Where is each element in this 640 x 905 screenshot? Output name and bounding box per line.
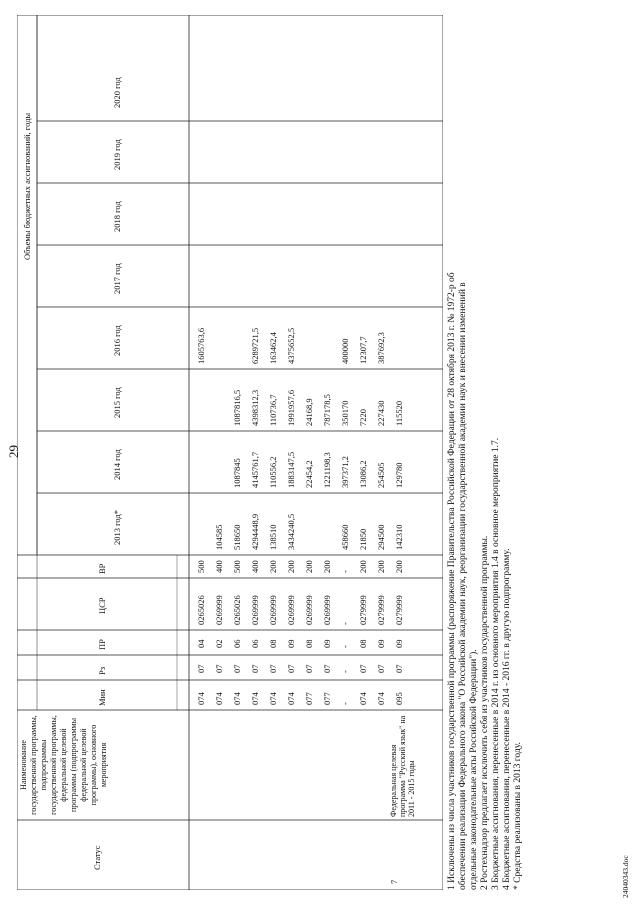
- header-year-2013: 2013 год*: [112, 510, 122, 545]
- footnote-2: 2 Ростехнадзор предлагает исключить себя из участников государственной программы.: [480, 535, 490, 890]
- section-status: 7: [389, 879, 399, 884]
- footnote-star: * Средства реализованы в 2013 году.: [513, 742, 523, 890]
- header-min: Мин: [97, 689, 107, 706]
- budget-table: [17, 15, 443, 890]
- cell-vr: 200: [394, 560, 404, 573]
- cell-min: 077: [322, 692, 332, 705]
- cell-rz: 07: [322, 664, 332, 673]
- cell-year-value: 350170: [340, 400, 350, 426]
- cell-vr: 200: [376, 560, 386, 573]
- cell-year-value: 12307,7: [358, 336, 368, 364]
- cell-year-value: 13086,2: [358, 460, 368, 488]
- cell-rz: 07: [196, 664, 206, 673]
- cell-year-value: 1883147,5: [286, 451, 296, 488]
- cell-year-value: 1991957,6: [286, 389, 296, 426]
- header-year-2014: 2014 год: [112, 449, 122, 480]
- cell-year-value: 1087845: [232, 458, 242, 488]
- cell-year-value: 4398312,3: [250, 389, 260, 426]
- cell-vr: 200: [268, 560, 278, 573]
- cell-year-value: 458660: [340, 524, 350, 550]
- cell-pr: -: [340, 645, 350, 648]
- cell-csr: 0269999: [250, 595, 260, 625]
- cell-year-value: 21850: [358, 528, 368, 550]
- cell-csr: 0279999: [376, 595, 386, 625]
- footnote-3: 3 Бюджетные ассигнования, перенесенные в 2014 г. из основного мероприятия 1.4 в основное мероприятие 1.7.: [491, 437, 501, 890]
- cell-pr: 06: [232, 639, 242, 648]
- cell-vr: 200: [304, 560, 314, 573]
- cell-rz: 07: [394, 664, 404, 673]
- doc-code: 24040343.doc: [621, 855, 630, 898]
- header-csr: ЦСР: [97, 597, 107, 614]
- cell-year-value: 22454,2: [304, 460, 314, 488]
- cell-pr: 04: [196, 639, 206, 648]
- cell-year-value: 110556,2: [268, 456, 278, 488]
- cell-year-value: 115520: [394, 400, 404, 426]
- cell-min: -: [340, 702, 350, 705]
- cell-vr: 200: [322, 560, 332, 573]
- cell-min: 077: [304, 692, 314, 705]
- cell-year-value: 24168,9: [304, 398, 314, 426]
- cell-year-value: 163462,4: [268, 332, 278, 364]
- header-status: Статус: [92, 845, 102, 870]
- cell-min: 074: [250, 692, 260, 705]
- cell-csr: 0265026: [196, 595, 206, 625]
- cell-csr: -: [340, 622, 350, 625]
- header-pr: ПР: [97, 639, 107, 650]
- cell-csr: 0269999: [304, 595, 314, 625]
- cell-min: 074: [268, 692, 278, 705]
- cell-year-value: 397371,2: [340, 456, 350, 488]
- cell-year-value: 3434240,5: [286, 513, 296, 550]
- section-name: Федеральная целевая программа "Русский язык" на 2011 - 2015 годы: [389, 715, 416, 817]
- header-year-2020: 2020 год: [112, 77, 122, 108]
- cell-year-value: 142310: [394, 524, 404, 550]
- cell-pr: 09: [322, 639, 332, 648]
- cell-rz: 07: [214, 664, 224, 673]
- cell-csr: 0269999: [268, 595, 278, 625]
- cell-pr: 02: [214, 639, 224, 648]
- header-vr: ВР: [97, 563, 107, 574]
- header-year-2019: 2019 год: [112, 139, 122, 170]
- cell-year-value: 7220: [358, 409, 368, 426]
- footnote-4: 4 Бюджетные ассигнования, перенесенные в 2014 - 2016 гг. в другую подпрограмму.: [502, 548, 512, 890]
- cell-year-value: 1605763,6: [196, 327, 206, 364]
- cell-rz: 07: [250, 664, 260, 673]
- cell-vr: -: [340, 570, 350, 573]
- header-volumes: Объемы бюджетных ассигнований, годы: [22, 112, 32, 260]
- header-name: Наименование государственной программы, подпрограммы государственной программы, федеральной целевой программы (подпрограммы федеральной целевой программы), основного мероприятия: [19, 715, 108, 815]
- header-year-2017: 2017 год: [112, 263, 122, 294]
- header-rz: Рз: [97, 666, 107, 675]
- cell-pr: 09: [286, 639, 296, 648]
- cell-year-value: 6289721,5: [250, 327, 260, 364]
- cell-year-value: 1087816,5: [232, 389, 242, 426]
- cell-pr: 08: [304, 639, 314, 648]
- cell-min: 074: [232, 692, 242, 705]
- footnote-1a: 1 Исключены из числа участников государственной программы (распоряжение Правительства Российской Федерации от 28 октября 2013 г. № 1972-р об: [447, 272, 457, 890]
- cell-pr: 08: [358, 639, 368, 648]
- cell-csr: 0279999: [358, 595, 368, 625]
- cell-rz: 07: [358, 664, 368, 673]
- cell-year-value: 4145761,7: [250, 451, 260, 488]
- cell-year-value: 4375652,5: [286, 327, 296, 364]
- cell-vr: 200: [358, 560, 368, 573]
- cell-rz: 07: [304, 664, 314, 673]
- header-year-2018: 2018 год: [112, 201, 122, 232]
- cell-year-value: 518650: [232, 524, 242, 550]
- footnote-1c: отдельные законодательные акты Российской Федерации").: [469, 649, 479, 890]
- header-year-2016: 2016 год: [112, 325, 122, 356]
- cell-vr: 400: [250, 560, 260, 573]
- cell-year-value: 129780: [394, 462, 404, 488]
- cell-year-value: 400000: [340, 338, 350, 364]
- cell-min: 074: [286, 692, 296, 705]
- cell-vr: 500: [196, 560, 206, 573]
- cell-vr: 400: [214, 560, 224, 573]
- cell-year-value: 387692,3: [376, 332, 386, 364]
- footnote-1b: обеспечении реализации Федерального закона "О Российской академии наук, реорганизации государственной академии наук и внесении изменений в: [458, 282, 468, 890]
- cell-min: 074: [214, 692, 224, 705]
- cell-vr: 500: [232, 560, 242, 573]
- cell-year-value: 227430: [376, 400, 386, 426]
- cell-rz: 07: [286, 664, 296, 673]
- cell-csr: 0269999: [286, 595, 296, 625]
- cell-pr: 09: [376, 639, 386, 648]
- header-year-2015: 2015 год: [112, 387, 122, 418]
- cell-year-value: 294500: [376, 524, 386, 550]
- cell-min: 095: [394, 692, 404, 705]
- cell-pr: 09: [394, 639, 404, 648]
- cell-rz: 07: [376, 664, 386, 673]
- cell-rz: 07: [268, 664, 278, 673]
- cell-year-value: 1221198,3: [322, 452, 332, 488]
- cell-pr: 06: [250, 639, 260, 648]
- cell-csr: 0279999: [394, 595, 404, 625]
- cell-year-value: 138510: [268, 524, 278, 550]
- cell-csr: 0269999: [322, 595, 332, 625]
- cell-year-value: 787178,5: [322, 394, 332, 426]
- cell-year-value: 4294448,9: [250, 513, 260, 550]
- cell-year-value: 254505: [376, 462, 386, 488]
- cell-csr: 0269999: [214, 595, 224, 625]
- cell-year-value: 104585: [214, 524, 224, 550]
- page-number: 29: [6, 445, 21, 458]
- cell-year-value: 110736,7: [268, 394, 278, 426]
- cell-vr: 200: [286, 560, 296, 573]
- cell-pr: 08: [268, 639, 278, 648]
- cell-csr: 0265026: [232, 595, 242, 625]
- cell-rz: 07: [232, 664, 242, 673]
- cell-rz: -: [340, 670, 350, 673]
- cell-min: 074: [376, 692, 386, 705]
- cell-min: 074: [358, 692, 368, 705]
- cell-min: 074: [196, 692, 206, 705]
